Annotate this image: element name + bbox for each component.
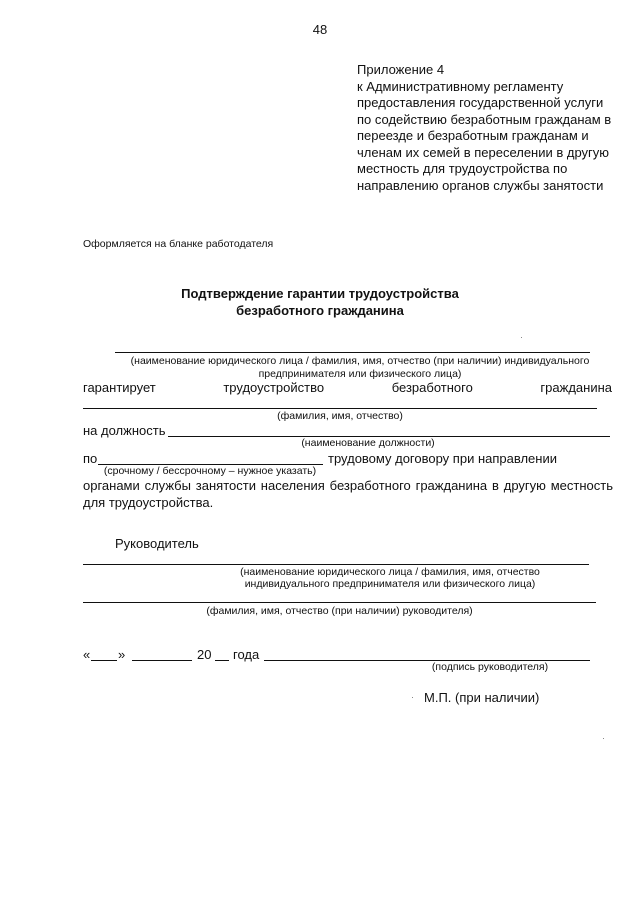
head-label: Руководитель: [115, 536, 199, 551]
title-line-2: безработного гражданина: [236, 303, 404, 318]
date-close-quote: »: [118, 647, 126, 662]
contract-suffix: трудовому договору при направлении: [328, 451, 557, 466]
appendix-block: [357, 62, 627, 194]
date-open-quote: «: [83, 647, 91, 662]
document-title: [0, 285, 640, 319]
appendix-line: к Административному регламенту: [357, 78, 564, 94]
position-label: на должность: [83, 423, 166, 438]
citizen-name-field[interactable]: [83, 408, 597, 409]
employer-name-field[interactable]: [115, 352, 590, 353]
position-caption: (наименование должности): [301, 437, 435, 449]
employer-caption-2: предпринимателя или физического лица): [258, 368, 462, 380]
signature-caption: (подпись руководителя): [431, 661, 549, 673]
day-field[interactable]: [91, 660, 117, 661]
year-field[interactable]: [215, 660, 229, 661]
org-caption-2: индивидуального предпринимателя или физического лица): [244, 578, 536, 590]
org-caption-1: (наименование юридического лица / фамилия, имя, отчество: [240, 566, 540, 578]
month-field[interactable]: [132, 660, 192, 661]
guarantee-row: [83, 380, 612, 395]
org-name-field[interactable]: [83, 564, 589, 565]
appendix-line: предоставления государственной услуги: [357, 95, 604, 110]
head-name-caption: (фамилия, имя, отчество (при наличии) руководителя): [206, 605, 473, 617]
head-name-field[interactable]: [83, 602, 596, 603]
appendix-line: переезде и безработным гражданам и: [357, 128, 589, 143]
appendix-line: членам их семей в переселении в другую: [357, 144, 610, 160]
guarantee-word: гражданина: [540, 380, 612, 395]
stamp-label: М.П. (при наличии): [424, 690, 540, 705]
year-prefix: 20: [197, 647, 212, 662]
page-number: 48: [312, 22, 328, 37]
guarantee-word: безработного: [391, 380, 473, 395]
appendix-line: местность для трудоустройства по: [357, 161, 568, 176]
employer-caption-1: (наименование юридического лица / фамилия, имя, отчество (при наличии) индивидуального: [130, 355, 590, 367]
letterhead-note: Оформляется на бланке работодателя: [83, 238, 274, 250]
citizen-caption: (фамилия, имя, отчество): [277, 410, 403, 422]
scan-speck: [521, 337, 522, 338]
guarantee-word: гарантирует: [83, 380, 156, 395]
appendix-line: по содействию безработным гражданам в: [357, 111, 612, 127]
appendix-line: направлению органов службы занятости: [357, 177, 604, 193]
contract-prefix: по: [83, 451, 98, 466]
direction-paragraph: органами службы занятости населения безработного гражданина в другую местность для трудоустройства.: [83, 478, 613, 510]
title-line-1: Подтверждение гарантии трудоустройства: [181, 286, 459, 301]
year-suffix: года: [233, 647, 260, 662]
scan-speck: [603, 738, 604, 739]
contract-caption: (срочному / бессрочному – нужное указать): [103, 465, 317, 477]
guarantee-word: трудоустройство: [223, 380, 325, 395]
scan-speck: [412, 697, 413, 698]
appendix-line: Приложение 4: [357, 62, 445, 77]
